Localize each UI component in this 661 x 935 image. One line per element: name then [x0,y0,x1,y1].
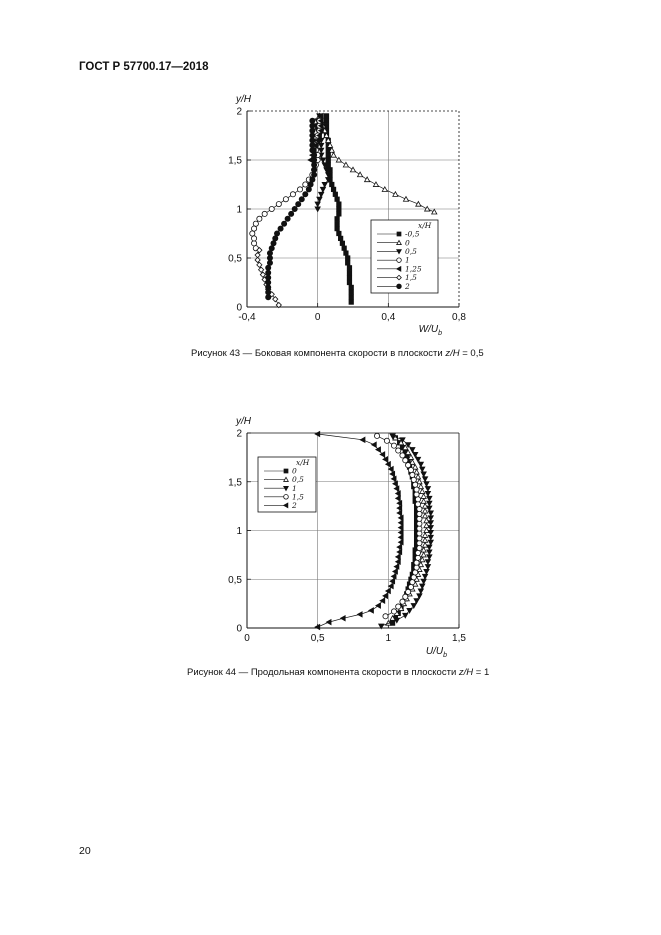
x-axis-label: $W/U_b$ [418,324,442,337]
data-point [257,216,262,221]
data-point [276,202,281,207]
legend-marker [397,232,401,236]
data-point [337,202,341,206]
data-point [269,206,274,211]
legend-label: 1,5 [405,273,417,283]
legend-label: -0,5 [405,229,420,239]
data-point [410,580,415,585]
data-point [251,236,256,241]
data-point [267,260,272,265]
data-point [428,516,433,521]
data-point [320,187,325,192]
data-point [251,226,256,231]
data-point [417,545,422,550]
data-point [266,295,271,300]
data-point [324,114,328,118]
legend-label: 1 [405,255,410,265]
data-point [342,246,346,250]
document-header: ГОСТ Р 57700.17—2018 [79,61,209,73]
data-point [403,613,408,618]
data-point [266,275,271,280]
data-point [417,541,422,546]
data-point [331,153,336,158]
data-point [349,295,353,299]
data-point [391,609,396,614]
data-point [289,211,294,216]
chart-2 [228,416,466,659]
data-point [417,526,422,531]
data-point [310,128,315,133]
data-point [312,157,317,162]
x-tick-label: 0,8 [452,312,466,323]
data-point [425,491,430,496]
data-point [421,494,426,499]
x-tick-label: 1 [385,633,392,644]
data-point [406,463,411,468]
data-point [425,560,430,565]
data-point [415,555,420,560]
chart-1 [228,94,466,337]
data-point [297,187,302,192]
data-point [350,167,355,172]
data-point [411,477,416,482]
data-point [251,241,256,246]
data-point [273,236,278,241]
data-point [324,119,328,123]
caption-prefix: Рисунок 43 — Боковая компонента скорости в плоскости [191,348,446,359]
data-point [422,513,427,518]
data-point [414,492,419,497]
data-point [360,437,365,442]
data-point [414,487,419,492]
x-tick-label: -0,4 [238,312,256,323]
data-point [357,612,362,617]
data-point [420,467,425,472]
caption-variable: z/H [445,348,460,359]
data-point [310,143,315,148]
data-point [417,594,422,599]
y-tick-label: 2 [236,428,242,440]
y-tick-label: 0 [236,302,242,314]
data-point [337,212,341,216]
data-point [306,187,311,192]
data-point [422,477,427,482]
data-point [427,501,432,506]
data-point [425,564,430,569]
data-point [315,202,320,207]
data-point [283,197,288,202]
data-point [345,256,349,260]
y-tick-label: 0,5 [228,574,242,586]
data-point [422,508,427,513]
legend-label: 0 [292,466,297,476]
data-point [421,472,426,477]
data-point [376,603,381,608]
data-point [347,280,351,284]
figure-43-caption [191,348,484,359]
data-point [250,231,255,236]
data-point [432,209,437,214]
data-point [400,453,405,458]
x-tick-label: 0,4 [381,312,396,323]
legend [371,220,438,293]
data-point [347,266,351,270]
legend [258,457,316,512]
data-point [393,192,398,197]
data-point [417,506,422,511]
data-point [267,255,272,260]
data-point [425,486,430,491]
data-point [312,167,317,172]
data-point [416,202,421,207]
data-point [413,570,418,575]
data-point [312,172,317,177]
data-point [408,467,413,472]
data-point [403,197,408,202]
data-point [335,221,339,225]
data-point [383,457,388,462]
data-point [310,118,315,123]
data-point [372,442,377,447]
data-point [396,448,401,453]
legend-marker [284,469,288,473]
data-point [408,584,413,589]
data-point [267,251,272,256]
x-tick-label: 0 [244,633,250,644]
data-point [357,172,362,177]
legend-title: x/H [296,458,310,467]
data-point [421,579,426,584]
data-point [330,182,334,186]
data-point [424,482,429,487]
data-point [421,552,426,557]
data-point [418,589,423,594]
legend-marker [397,258,402,263]
caption-prefix: Рисунок 44 — Продольная компонента скорости в плоскости [187,667,459,678]
data-point [285,216,290,221]
legend-label: 0,5 [292,475,304,485]
data-point [418,462,423,467]
data-point [421,499,426,504]
data-point [262,211,267,216]
data-point [345,261,349,265]
data-point [420,489,425,494]
data-point [278,226,283,231]
data-point [389,466,394,471]
data-point [403,458,408,463]
y-tick-label: 1,5 [228,155,242,167]
y-tick-label: 1 [236,526,242,537]
y-axis-label: y/H [236,416,251,427]
data-point [417,511,422,516]
data-point [331,187,335,191]
data-point [310,138,315,143]
legend-marker [284,495,289,500]
data-point [310,133,315,138]
data-point [417,516,422,521]
data-point [417,531,422,536]
data-point [335,226,339,230]
data-point [253,221,258,226]
data-point [406,589,411,594]
data-point [338,236,342,240]
data-point [340,241,344,245]
data-point [403,594,408,599]
data-point [382,187,387,192]
data-point [369,608,374,613]
data-point [319,143,324,148]
legend-label: 2 [292,501,297,510]
data-point [337,207,341,211]
data-point [333,192,337,196]
data-point [343,162,348,167]
data-point [269,246,274,251]
x-tick-label: 1,5 [452,633,466,644]
data-point [414,565,419,570]
y-tick-label: 1 [236,204,242,216]
data-point [341,616,346,621]
data-point [428,540,433,545]
data-point [266,285,271,290]
data-point [310,148,315,153]
data-point [411,575,416,580]
figure-44-caption [187,667,489,678]
data-point [389,583,394,588]
data-point [349,285,353,289]
data-point [427,550,432,555]
data-point [296,202,301,207]
legend-label: 0,5 [405,247,417,257]
y-tick-label: 2 [236,106,242,118]
data-point [344,251,348,255]
data-point [303,192,308,197]
data-point [415,457,420,462]
legend-label: 0 [405,238,410,248]
data-point [428,511,433,516]
data-point [424,569,429,574]
data-point [427,496,432,501]
y-tick-label: 0 [236,623,242,635]
x-tick-label: 0,5 [310,633,325,644]
data-point [422,574,427,579]
data-point [415,497,420,502]
data-point [365,177,370,182]
data-point [374,433,379,438]
data-point [326,620,331,625]
legend-label: 2 [405,281,410,291]
data-point [310,123,315,128]
data-point [292,206,297,211]
data-point [326,153,330,157]
data-point [417,521,422,526]
caption-suffix: = 1 [473,667,490,678]
legend-label: 1,25 [405,264,422,274]
data-point [414,560,419,565]
data-point [319,192,324,197]
caption-suffix: = 0,5 [459,348,484,359]
data-point [319,148,324,153]
data-point [326,158,330,162]
data-point [349,300,353,304]
data-point [428,535,433,540]
data-point [373,182,378,187]
data-point [400,599,405,604]
data-point [282,221,287,226]
x-tick-label: 0 [314,312,321,323]
data-point [303,182,308,187]
data-point [422,538,427,543]
data-point [413,482,418,487]
legend-title: x/H [418,221,432,230]
data-point [391,443,396,448]
data-point [266,290,271,295]
data-point [396,604,401,609]
page-number: 20 [79,845,91,857]
data-point [427,555,432,560]
data-point [335,197,339,201]
data-point [308,182,313,187]
data-point [271,241,276,246]
data-point [383,614,388,619]
data-point [413,452,418,457]
data-point [312,153,317,158]
data-point [420,584,425,589]
data-point [337,231,341,235]
data-point [266,270,271,275]
data-point [290,192,295,197]
y-tick-label: 1,5 [228,477,242,489]
data-point [310,177,315,182]
data-point [415,550,420,555]
caption-variable: z/H [458,667,474,678]
legend-marker [397,284,402,289]
legend-label: 1,5 [292,492,304,502]
data-point [349,290,353,294]
x-axis-label: $U/U_b$ [425,646,447,659]
y-axis-label: y/H [236,94,251,105]
data-point [312,162,317,167]
data-point [347,270,351,274]
data-point [335,217,339,221]
data-point [410,472,415,477]
data-point [384,438,389,443]
data-point [422,533,427,538]
data-point [299,197,304,202]
data-point [415,502,420,507]
data-point [274,231,279,236]
data-point [414,599,419,604]
legend-label: 1 [292,483,297,493]
data-point [266,265,271,270]
data-point [322,182,327,187]
data-point [417,536,422,541]
data-point [383,593,388,598]
data-point [347,275,351,279]
y-tick-label: 0,5 [228,253,242,265]
data-point [273,297,278,302]
data-point [266,280,271,285]
data-point [410,447,415,452]
